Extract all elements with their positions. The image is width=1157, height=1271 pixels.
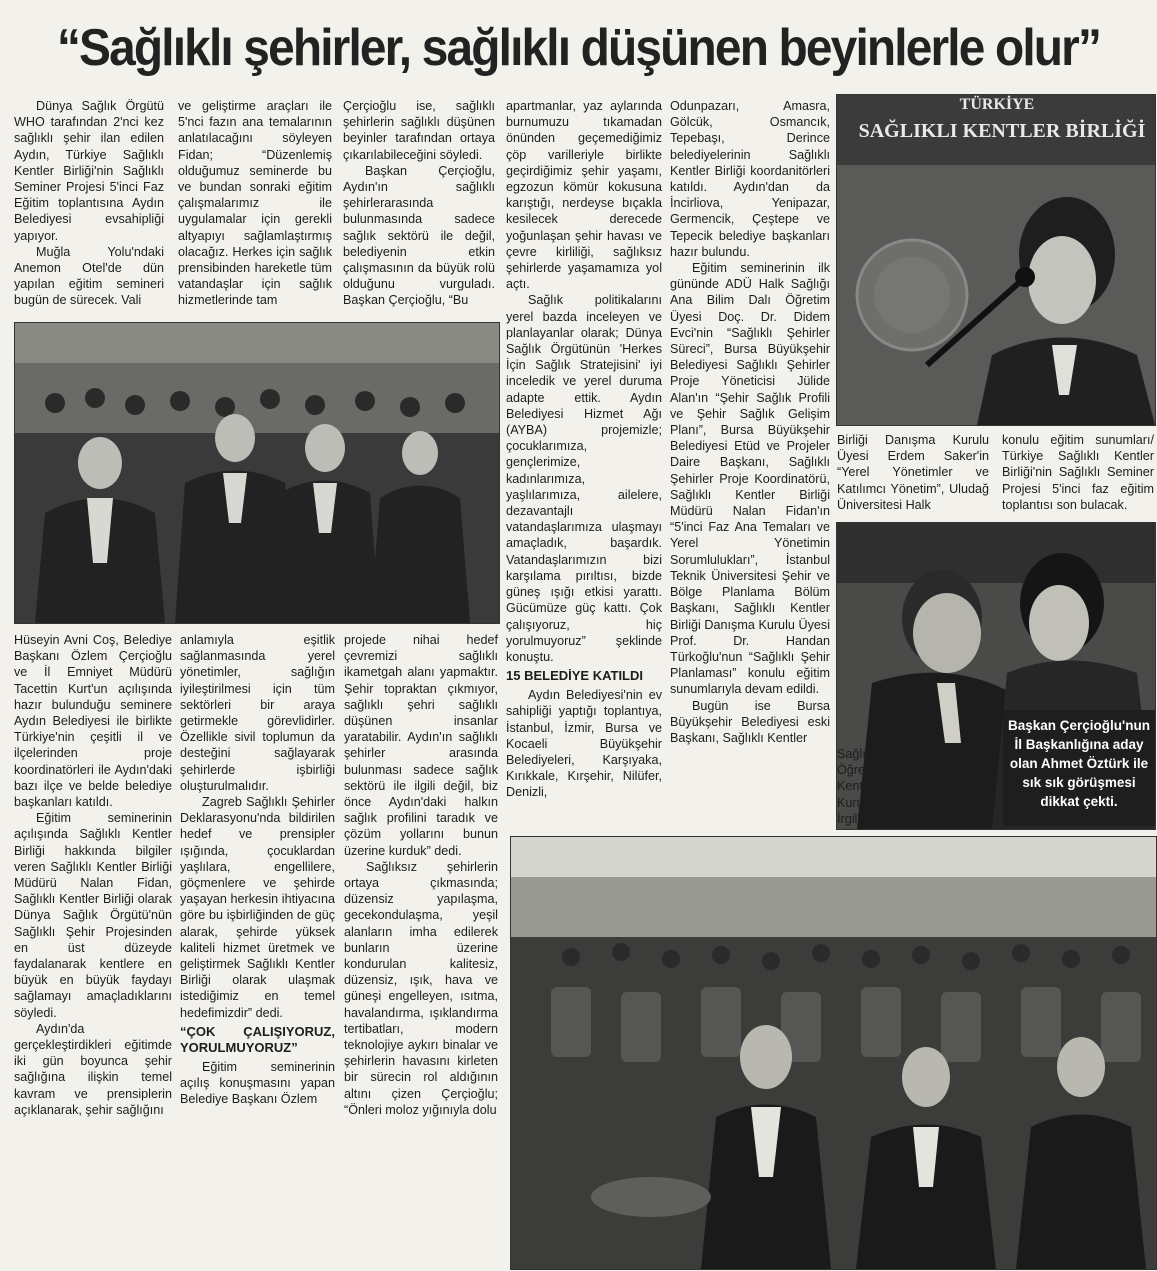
article-column-1-top <box>14 98 164 318</box>
paragraph: konulu eğitim sunumları/ Türkiye Sağlıklı Kentler Birliği'nin Sağlıklı Seminer Projesi 5'inci faz eğitim toplantısı son bulacak. <box>1002 433 1154 512</box>
article-column-1-bottom <box>14 632 172 1152</box>
page-title: “Sağlıklı şehirler, sağlıklı düşünen beyinlerle olur” <box>56 19 1101 77</box>
paragraph: Çerçioğlu ise, sağlıklı şehirlerin sağlıklı düşünen beyinler tarafından ortaya çıkarılabileceğini söyledi. <box>343 99 495 162</box>
paragraph: Birliği Danışma Kurulu Üyesi Erdem Saker'in “Yerel Yönetimler ve Katılımcı Yönetim”, Uludağ Üniversitesi Halk <box>837 433 989 512</box>
paragraph: Başkan Çerçioğlu, Aydın'ın sağlıklı şehirlerarasında bulunmasında sadece sağlık sektörü ile değil, belediyenin etkin çalışmasının da büyük rolü olduğunu vurguladı. Başkan Çerçioğlu, “Bu <box>343 163 495 308</box>
article-column-3-top <box>343 98 495 318</box>
paragraph: projede nihai hedef çevremizi sağlıklı ikametgah alanı yapmaktır. Şehir topraktan çıkmıyor, sağlıklı şehri sağlıklı düşünen insanlar yaratabilir. Aydın'ın sağlıklı şehirler arasında bulunması sadece sağlık sektörü ile ilgili değil, biz önce Aydın'daki halkın sağlık profilini taradık ve çözüm yollarını bunun üzerine kurduk” dedi. <box>344 633 498 858</box>
photo-caption: Başkan Çerçioğlu'nun İl Başkanlığına aday olan Ahmet Öztürk ile sık sık görüşmesi dikkat çekti. <box>1003 710 1155 826</box>
article-column-5 <box>670 98 830 828</box>
paragraph: Dünya Sağlık Örgütü WHO tarafından 2'nci kez sağlıklı şehir ilan edilen Aydın, Türkiye Sağlıklı Kentler Birliği'nin Sağlıklı Seminer Projesi 5'inci Faz Eğitim toplantısına Aydın Belediyesi evsahipliği yapıyor. <box>14 99 164 243</box>
paragraph: Sağlığı Ana Bilim Dalı Öğretim Üyesi, Sağlıklı Kentler Birliği Danışma Kurulu Üyesi Doç. Dr. Emel İrgil'in “Eşitsizlikler” <box>837 747 997 826</box>
speaker-photo <box>836 94 1156 426</box>
paragraph: Eğitim seminerinin ilk gününde ADÜ Halk Sağlığı Ana Bilim Dalı Öğretim Üyesi Doç. Dr. Didem Evci'nin “Sağlıklı Şehirler Süreci”, Bursa Büyükşehir Belediyesi Sağlıklı Şehirler Proje Yöneticisi Jülide Alan'ın “Şehir Sağlık Profili ve Şehir Sağlık Gelişim Planı”, Bursa Büyükşehir Belediyesi Etüd ve Projeler Daire Başkanı, Sağlıklı Şehirler Proje Koordinatörü, Sağlıklı Kentler Birliği Müdürü Nalan Fidan'ın “5'inci Faz Ana Temaları ve Yerel Yönetimin Sorumlulukları”, İstanbul Teknik Üniversitesi Şehir ve Bölge Planlama Bölüm Başkanı, Sağlıklı Kentler Birliği Danışma Kurulu Üyesi Prof. Dr. Handan Türkoğlu'nun “Sağlıklı Şehir Planlaması” konulu eğitim sunumlarıyla devam edildi. <box>670 261 830 697</box>
paragraph: ve geliştirme araçları ile 5'nci fazın ana temalarının anlatılacağını söyleyen Fidan; “Düzenlemiş olduğumuz seminerde bu ve bundan sonraki eğitim çalışmalarımız ile uygulamalar için gerekli altyapıyı sağlamlaştırmış olacağız. Herkes için sağlık prensibinden hareketle tüm vatandaşlar için sağlık hizmetlerinde tam <box>178 99 332 308</box>
paragraph: Eğitim seminerinin açılış konuşmasını yapan Belediye Başkanı Özlem <box>180 1059 335 1107</box>
banner-line-2: SAĞLIKLI KENTLER BİRLİĞİ <box>858 120 1146 142</box>
paragraph: Bugün ise Bursa Büyükşehir Belediyesi eski Başkanı, Sağlıklı Kentler <box>670 698 830 745</box>
article-column-6-bottom <box>837 746 997 828</box>
paragraph: Aydın Belediyesi'nin ev sahipliği yaptığı toplantıya, İstanbul, İzmir, Bursa ve Kocaeli Büyükşehir Belediyeleri, Karşıyaka, Kırıkkale, Kırşehir, Nilüfer, Denizli, <box>506 688 662 800</box>
paragraph: Muğla Yolu'ndaki Anemon Otel'de dün yapılan eğitim semineri bugün de sürecek. Vali <box>14 244 164 308</box>
paragraph: apartmanlar, yaz aylarında burnumuzu tıkamadan önünden geçemediğimiz çöp varilleriyle birlikte geçirdiğimiz şehir yaşamı, egzozun kömür kokusuna karıştığı, nerdeyse bıçakla kesilecek derecede yoğunlaşan şehir havası ve çevre kirliliği, sağlıksız şehirlerde yaşamamıza yol açtı. <box>506 99 662 292</box>
article-column-4 <box>506 98 662 828</box>
paragraph: anlamıyla eşitlik sağlanmasında yerel yönetimler, sağlığın iyileştirilmesi için tüm sektörleri bir araya getirmekle görevlidirler. Özellikle sivil toplumun da desteğini sağlayarak şehirlerde işbirliği oluşturulmalıdır. <box>180 633 335 793</box>
paragraph: Aydın'da gerçekleştirdikleri eğitimde iki gün boyunca şehir sağlığına ilişkin temel kavram ve prensiplerin açıklanarak, şehir sağlığını <box>14 1021 172 1117</box>
article-column-6-right <box>1002 432 1154 516</box>
paragraph: Odunpazarı, Amasra, Gölcük, Osmancık, Tepebaşı, Derince belediyelerinin Sağlıklı Kentler Birliği koordanitörleri katıldı. Aydın'dan da İncirliova, Yenipazar, Germencik, Çeştepe ve Tepecik belediye başkanları hazır bulundu. <box>670 99 830 259</box>
audience-photo <box>14 322 500 624</box>
article-column-6-left <box>837 432 989 516</box>
paragraph: Zagreb Sağlıklı Şehirler Deklarasyonu'nda bildirilen hedef ve prensipler ışığında, çocuklardan yaşlılara, engellilere, göçmenlere ve şehirde yaşayan herkesin ihtiyacına göre bu işbirliğinden de güç alarak, şehirde yüksek kaliteli hizmet üretmek ve geliştirmek Sağlıklı Kentler Birliği olarak ulaşmak istediğimiz en temel hedefimizdir” dedi. <box>180 795 335 1020</box>
paragraph: Hüseyin Avni Coş, Belediye Başkanı Özlem Çerçioğlu ve İl Emniyet Müdürü Tacettin Kurt'un açılışında hazır bulunduğu seminere Aydın Belediyesi ile birlikte Türkiye'nin çeşitli il ve ilçelerinden proje koordinatörleri ile Aydın'daki bazı ilçe ve belde belediye başkanları katıldı. <box>14 633 172 810</box>
subheading: 15 BELEDİYE KATILDI <box>506 668 644 684</box>
article-column-2-top <box>178 98 332 318</box>
paragraph: Eğitim seminerinin açılışında Sağlıklı Kentler Birliği hakkında bilgiler veren Sağlıklı Kentler Birliği Müdürü Nalan Fidan, Sağlıklı Kentler Birliği olarak Dünya Sağlık Örgütü'nün Sağlıklı Şehir Projesinden en üst düzeyde faydalanarak kentlere en büyük en büyük faydayı sağlamayı amaçladıklarını söyledi. <box>14 811 172 1020</box>
paragraph: Sağlıksız şehirlerin ortaya çıkmasında; düzensiz yapılaşma, gecekondulaşma, yeşil alanların imha edilerek bunların üzerine kondurulan kalitesiz, düzensiz, ışık, hava ve güneşi engelleyen, ısıtma, havalandırma, ışıklandırma tertibatları, modern teknolojiye aykırı binalar ve şehirlerin havasını kirleten bir sürecin rol aldığının altını çizen Çerçioğlu; “Önleri moloz yığınıyla dolu <box>344 859 498 1117</box>
banner-line-1: TÜRKİYE <box>959 96 1035 113</box>
article-column-2-bottom <box>180 632 335 1152</box>
subheading: “ÇOK ÇALIŞIYORUZ, YORULMUYORUZ” <box>180 1023 335 1055</box>
paragraph: Sağlık politikalarını yerel bazda inceleyen ve planlayanlar olarak; Dünya Sağlık Örgütünün 'Herkes İçin Sağlık Stratejisini' iyi inceledik ve yerel duruma adapte ettik. Aydın Belediyesi Hizmet Ağı (AYBA) projemizle; çocuklarımıza, gençlerimize, kadınlarımıza, yaşlılarımıza, ailelere, dezavantajlı vatandaşlarımıza ulaşmayı amaçladık, başardık. Vatandaşlarımızın bizi karşılama pırıltısı, bizde güneş ışığı etkisi yarattı. Gücümüze güç kattı. Çok çalışıyoruz, hiç yorulmuyoruz” şeklinde konuştu. <box>506 293 662 664</box>
seated-audience-photo <box>510 836 1157 1270</box>
article-column-3-bottom <box>344 632 498 1152</box>
